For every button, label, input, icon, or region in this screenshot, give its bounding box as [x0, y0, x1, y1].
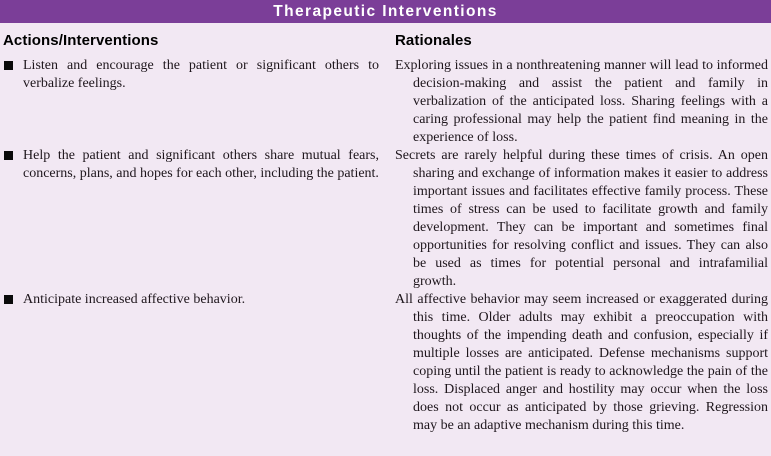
square-bullet-icon	[4, 61, 13, 70]
action-cell	[3, 57, 379, 93]
action-text: Help the patient and significant others share mutual fears, concerns, plans, and hopes for each other, including the patient.	[23, 148, 379, 181]
action-cell	[3, 291, 379, 309]
table-row	[0, 57, 771, 147]
table-title-bar	[0, 0, 771, 23]
rationale-text: Secrets are rarely helpful during these times of crisis. An open sharing and exchange of information makes it easier to address important issues and facilitates effective family process. These times of stress can be used to facilitate growth and family development. They can be important and sometimes final opportunities for resolving conflict and issues. They can also be used as times for potential personal and intrafamilial growth.	[395, 148, 768, 289]
rationale-cell	[395, 291, 768, 435]
rationale-cell	[395, 57, 768, 147]
column-header-row	[0, 32, 771, 49]
rationale-text: Exploring issues in a nonthreatening manner will lead to informed decision-making and assist the patient and family in verbalization of the anticipated loss. Sharing feelings with a caring professional may help the patient find meaning in the experience of loss.	[395, 58, 768, 145]
column-header-rationales: Rationales	[395, 32, 472, 49]
action-text: Anticipate increased affective behavior.	[23, 292, 246, 307]
action-cell	[3, 147, 379, 183]
square-bullet-icon	[4, 295, 13, 304]
table-row	[0, 291, 771, 435]
action-text: Listen and encourage the patient or significant others to verbalize feelings.	[23, 58, 379, 91]
table-row	[0, 147, 771, 291]
rationale-cell	[395, 147, 768, 291]
table-title: Therapeutic Interventions	[273, 2, 498, 20]
square-bullet-icon	[4, 151, 13, 160]
column-header-actions: Actions/Interventions	[3, 32, 159, 49]
rationale-text: All affective behavior may seem increased or exaggerated during this time. Older adults may exhibit a preoccupation with thoughts of the impending death and confusion, especially if multiple losses are anticipated. Defense mechanisms support coping until the patient is ready to acknowledge the pain of the loss. Displaced anger and hostility may occur when the loss does not occur as anticipated by those grieving. Regression may be an adaptive mechanism during this time.	[395, 292, 768, 433]
